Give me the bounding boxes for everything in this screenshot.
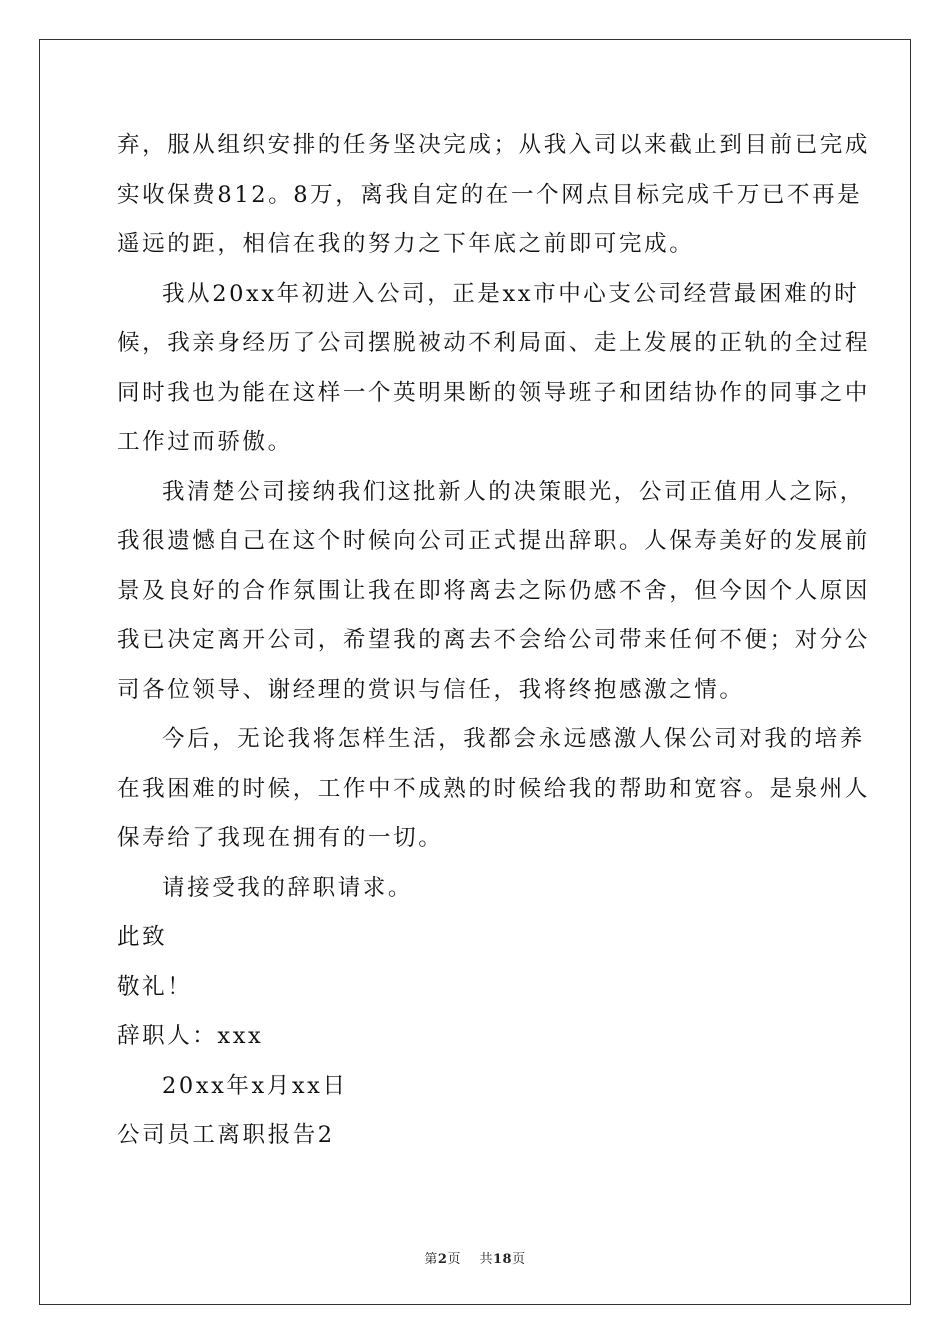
text-line: 我从20xx年初进入公司，正是xx市中心支公司经营最困难的时 — [162, 280, 860, 307]
footer-total-suffix: 页 — [512, 1252, 526, 1267]
text-line: 在我困难的时候，工作中不成熟的时候给我的帮助和宽容。是泉州人 — [117, 775, 871, 802]
date-line: 20xx年x月xx日 — [162, 1072, 348, 1099]
footer-page-suffix: 页 — [447, 1252, 461, 1267]
footer-page-prefix: 第 — [424, 1252, 438, 1267]
text-line: 实收保费812。8万，离我自定的在一个网点目标完成千万已不再是 — [117, 181, 863, 208]
next-section-title: 公司员工离职报告2 — [117, 1122, 335, 1148]
document-body — [117, 121, 871, 1161]
text-line: 遥远的距，相信在我的努力之下年底之前即可完成。 — [117, 231, 695, 257]
text-line: 我清楚公司接纳我们这批新人的决策眼光，公司正值用人之际， — [162, 478, 865, 505]
text-line: 同时我也为能在这样一个英明果断的领导班子和团结协作的同事之中 — [117, 379, 871, 406]
text-line: 工作过而骄傲。 — [117, 429, 293, 455]
closing-salutation: 此致 — [117, 924, 168, 950]
page-footer — [0, 1248, 950, 1267]
text-line: 弃，服从组织安排的任务坚决完成；从我入司以来截止到目前已完成 — [117, 132, 871, 158]
footer-page-number: 2 — [437, 1252, 448, 1267]
text-line: 景及良好的合作氛围让我在即将离去之际仍感不舍，但今因个人原因 — [117, 577, 871, 604]
text-line: 今后，无论我将怎样生活，我都会永远感激人保公司对我的培养 — [162, 726, 865, 752]
text-line: 保寿给了我现在拥有的一切。 — [117, 825, 444, 851]
text-line: 候，我亲身经历了公司摆脱被动不利局面、走上发展的正轨的全过程 — [117, 330, 871, 356]
signature-line: 辞职人：xxx — [117, 1023, 264, 1049]
text-line: 司各位领导、谢经理的赏识与信任，我将终抱感激之情。 — [117, 676, 745, 703]
request-line: 请接受我的辞职请求。 — [162, 874, 414, 901]
footer-total-number: 18 — [493, 1252, 513, 1267]
footer-total-prefix: 共 — [479, 1252, 493, 1267]
text-line: 我很遗憾自己在这个时候向公司正式提出辞职。人保寿美好的发展前 — [117, 528, 871, 554]
text-line: 我已决定离开公司，希望我的离去不会给公司带来任何不便；对分公 — [117, 627, 871, 653]
closing-regards: 敬礼！ — [117, 973, 193, 1000]
